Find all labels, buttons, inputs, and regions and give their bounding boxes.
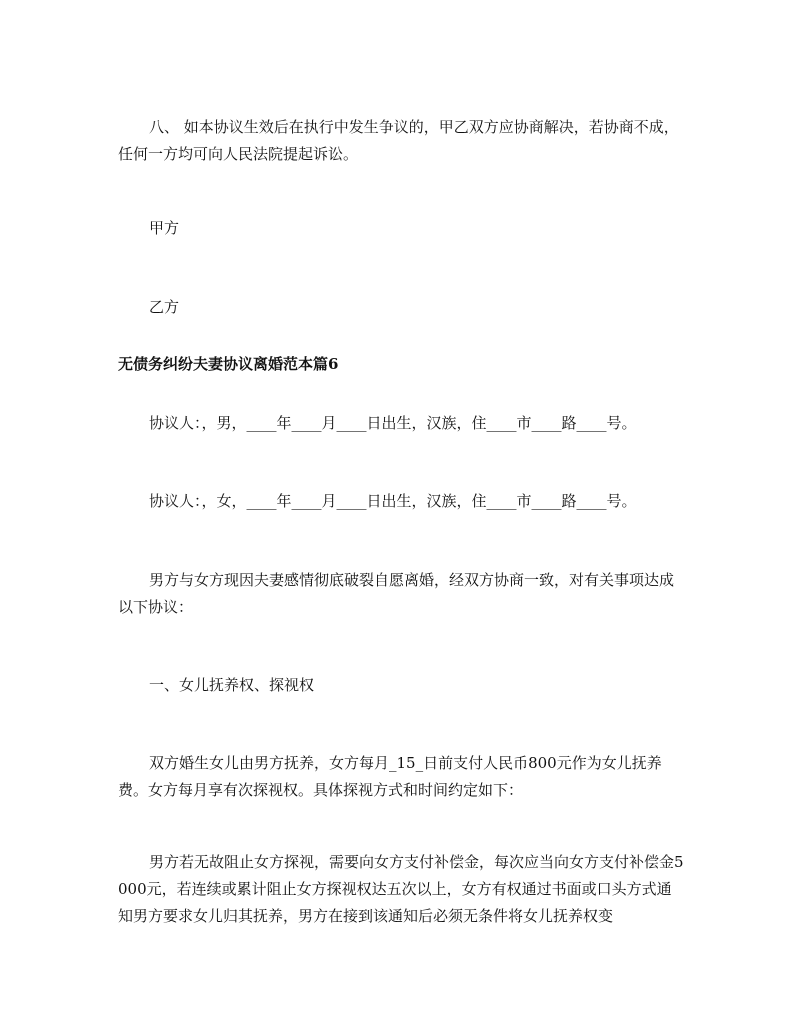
party-a-label: 甲方: [149, 219, 180, 237]
visitation-paragraph: 男方若无故阻止女方探视，需要向女方支付补偿金，每次应当向女方支付补偿金5000元，若连续或累计阻止女方探视权达五次以上，女方有权通过书面或口头方式通知男方要求女儿归其抚养，男方在接到该通知后必须无条件将女儿抚养权变: [118, 853, 684, 925]
section-heading: 无债务纠纷夫妻协议离婚范本篇6: [118, 355, 339, 373]
party-b-label: 乙方: [149, 298, 180, 316]
custody-paragraph: 双方婚生女儿由男方抚养，女方每月_15_日前支付人民币800元作为女儿抚养费。女方每月享有次探视权。具体探视方式和时间约定如下：: [118, 754, 662, 799]
clause-eight-paragraph: 八、 如本协议生效后在执行中发生争议的，甲乙双方应协商解决，若协商不成，任何一方均可向人民法院提起诉讼。: [118, 118, 679, 163]
agreement-intro-paragraph: 男方与女方现因夫妻感情彻底破裂自愿离婚，经双方协商一致，对有关事项达成以下协议：: [118, 571, 675, 616]
custody-subheading: 一、女儿抚养权、探视权: [149, 676, 315, 694]
party-female-info: 协议人：，女，____年____月____日出生，汉族，住____市____路____号。: [149, 492, 637, 510]
party-male-info: 协议人：，男，____年____月____日出生，汉族，住____市____路____号。: [149, 414, 637, 432]
